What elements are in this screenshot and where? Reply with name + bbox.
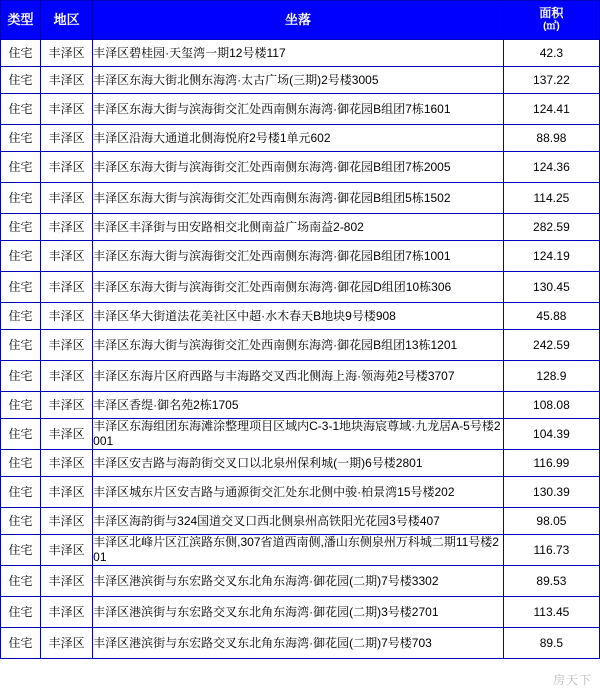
cell-region: 丰泽区 [41,450,93,477]
table-row [1,125,600,152]
column-header-type: 类型 [1,1,41,40]
cell-region: 丰泽区 [41,392,93,419]
cell-address: 丰泽区港滨街与东宏路交叉东北角东海湾·御花园(二期)7号楼3302 [93,566,504,597]
table-row [1,94,600,125]
cell-area: 116.99 [503,450,599,477]
cell-region: 丰泽区 [41,628,93,659]
column-header-address: 坐落 [93,1,504,40]
cell-type: 住宅 [1,361,41,392]
cell-address: 丰泽区海韵街与324国道交叉口西北侧泉州高铁阳光花园3号楼407 [93,508,504,535]
cell-address: 丰泽区沿海大通道北侧海悦府2号楼1单元602 [93,125,504,152]
cell-type: 住宅 [1,94,41,125]
cell-region: 丰泽区 [41,152,93,183]
cell-region: 丰泽区 [41,67,93,94]
cell-region: 丰泽区 [41,241,93,272]
cell-region: 丰泽区 [41,508,93,535]
table-row [1,419,600,450]
cell-address: 丰泽区香缇·御名苑2栋1705 [93,392,504,419]
cell-area: 114.25 [503,183,599,214]
cell-address: 丰泽区东海大街与滨海街交汇处西南侧东海湾·御花园B组团7栋1601 [93,94,504,125]
cell-type: 住宅 [1,597,41,628]
table-row [1,508,600,535]
cell-type: 住宅 [1,628,41,659]
table-row [1,303,600,330]
cell-region: 丰泽区 [41,125,93,152]
cell-area: 113.45 [503,597,599,628]
table-row [1,272,600,303]
cell-address: 丰泽区东海大街与滨海街交汇处西南侧东海湾·御花园B组团7栋1001 [93,241,504,272]
cell-type: 住宅 [1,125,41,152]
cell-area: 104.39 [503,419,599,450]
table-body [1,40,600,659]
cell-address: 丰泽区安吉路与海韵街交叉口以北泉州保利城(一期)6号楼2801 [93,450,504,477]
cell-type: 住宅 [1,450,41,477]
cell-area: 108.08 [503,392,599,419]
table-row [1,535,600,566]
header-row [1,1,600,40]
cell-region: 丰泽区 [41,477,93,508]
cell-area: 45.88 [503,303,599,330]
cell-type: 住宅 [1,508,41,535]
cell-address: 丰泽区东海大街与滨海街交汇处西南侧东海湾·御花园D组团10栋306 [93,272,504,303]
cell-area: 42.3 [503,40,599,67]
column-header-area-unit: (㎡) [543,21,560,33]
cell-type: 住宅 [1,419,41,450]
table-row [1,67,600,94]
cell-area: 98.05 [503,508,599,535]
cell-type: 住宅 [1,330,41,361]
cell-address: 丰泽区东海大街与滨海街交汇处西南侧东海湾·御花园B组团13栋1201 [93,330,504,361]
cell-area: 89.53 [503,566,599,597]
cell-area: 124.36 [503,152,599,183]
cell-area: 124.19 [503,241,599,272]
cell-area: 128.9 [503,361,599,392]
table-row [1,214,600,241]
cell-address: 丰泽区东海大街与滨海街交汇处西南侧东海湾·御花园B组团5栋1502 [93,183,504,214]
cell-address: 丰泽区港滨街与东宏路交叉东北角东海湾·御花园(二期)3号楼2701 [93,597,504,628]
cell-type: 住宅 [1,303,41,330]
cell-area: 124.41 [503,94,599,125]
cell-type: 住宅 [1,183,41,214]
cell-region: 丰泽区 [41,419,93,450]
cell-address: 丰泽区港滨街与东宏路交叉东北角东海湾·御花园(二期)7号楼703 [93,628,504,659]
cell-type: 住宅 [1,67,41,94]
cell-region: 丰泽区 [41,94,93,125]
table-row [1,361,600,392]
table-row [1,392,600,419]
column-header-region: 地区 [41,1,93,40]
cell-address: 丰泽区华大街道法花美社区中超·水木春天B地块9号楼908 [93,303,504,330]
cell-region: 丰泽区 [41,566,93,597]
cell-region: 丰泽区 [41,303,93,330]
column-header-area-label: 面积 [539,6,564,21]
cell-region: 丰泽区 [41,535,93,566]
table-row [1,183,600,214]
table-row [1,566,600,597]
cell-area: 242.59 [503,330,599,361]
cell-type: 住宅 [1,272,41,303]
cell-area: 116.73 [503,535,599,566]
cell-type: 住宅 [1,241,41,272]
cell-address: 丰泽区碧桂园·天玺湾一期12号楼117 [93,40,504,67]
table-row [1,450,600,477]
cell-address: 丰泽区城东片区安吉路与通源街交汇处东北侧中骏·柏景湾15号楼202 [93,477,504,508]
cell-type: 住宅 [1,152,41,183]
cell-type: 住宅 [1,40,41,67]
table-row [1,40,600,67]
cell-region: 丰泽区 [41,214,93,241]
table-row [1,330,600,361]
table-row [1,628,600,659]
cell-address: 丰泽区丰泽街与田安路相交北侧南益广场南益2-802 [93,214,504,241]
cell-type: 住宅 [1,477,41,508]
table-row [1,477,600,508]
cell-address: 丰泽区东海大街与滨海街交汇处西南侧东海湾·御花园B组团7栋2005 [93,152,504,183]
table-row [1,152,600,183]
cell-type: 住宅 [1,535,41,566]
cell-region: 丰泽区 [41,272,93,303]
cell-address: 丰泽区东海大街北侧东海湾·太古广场(三期)2号楼3005 [93,67,504,94]
cell-area: 282.59 [503,214,599,241]
cell-region: 丰泽区 [41,597,93,628]
cell-area: 137.22 [503,67,599,94]
cell-address: 丰泽区东海组团东海滩涂整理项目区域内C-3-1地块海宸尊域·九龙居A-5号楼2001 [93,419,504,450]
column-header-area [503,1,599,40]
table-row [1,597,600,628]
table-row [1,241,600,272]
cell-address: 丰泽区北峰片区江滨路东侧,307省道西南侧,潘山东侧泉州万科城二期11号楼201 [93,535,504,566]
cell-type: 住宅 [1,566,41,597]
cell-area: 130.45 [503,272,599,303]
cell-type: 住宅 [1,214,41,241]
cell-region: 丰泽区 [41,330,93,361]
cell-region: 丰泽区 [41,40,93,67]
cell-area: 89.5 [503,628,599,659]
table-header [1,1,600,40]
cell-type: 住宅 [1,392,41,419]
cell-area: 130.39 [503,477,599,508]
cell-region: 丰泽区 [41,183,93,214]
cell-region: 丰泽区 [41,361,93,392]
watermark: 房天下 [552,673,592,687]
cell-address: 丰泽区东海片区府西路与丰海路交叉西北侧海上海·领海苑2号楼3707 [93,361,504,392]
cell-area: 88.98 [503,125,599,152]
